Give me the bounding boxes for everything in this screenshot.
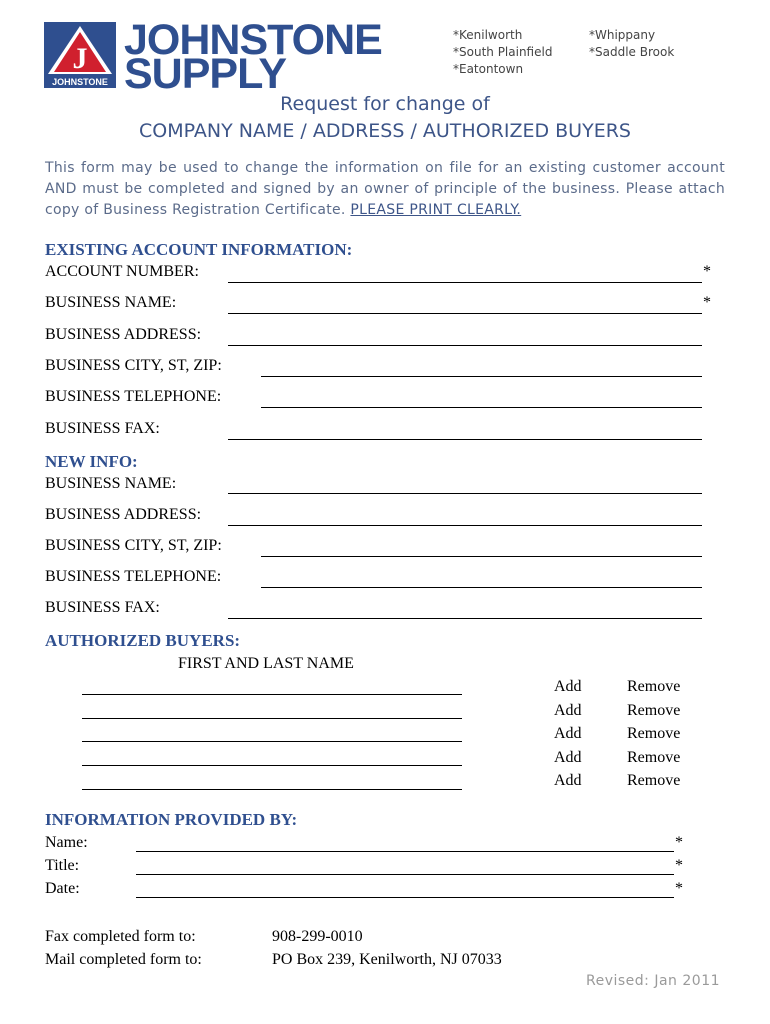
- provider-name-label: Name:: [45, 834, 88, 851]
- authorized-buyers-heading: AUTHORIZED BUYERS:: [45, 631, 241, 650]
- locations-col1: [453, 27, 552, 78]
- provider-date-label: Date:: [45, 880, 80, 897]
- remove-option[interactable]: Remove: [627, 678, 681, 695]
- print-clearly-note: PLEASE PRINT CLEARLY.: [350, 202, 522, 218]
- buyer-name-field[interactable]: [82, 741, 462, 742]
- required-marker: *: [675, 834, 683, 851]
- remove-option[interactable]: Remove: [627, 749, 681, 766]
- business-city-field[interactable]: [261, 376, 702, 377]
- provider-name-field[interactable]: [136, 851, 674, 852]
- new-business-city-label: BUSINESS CITY, ST, ZIP:: [45, 537, 222, 554]
- business-name-label: BUSINESS NAME:: [45, 294, 177, 311]
- location: *South Plainfield: [453, 45, 553, 59]
- buyer-name-field[interactable]: [82, 694, 462, 695]
- buyer-name-field[interactable]: [82, 789, 462, 790]
- business-city-label: BUSINESS CITY, ST, ZIP:: [45, 357, 222, 374]
- required-marker: *: [703, 263, 711, 280]
- required-marker: *: [703, 294, 711, 311]
- add-option[interactable]: Add: [554, 749, 582, 766]
- form-title: Request for change of: [280, 93, 490, 115]
- business-fax-label: BUSINESS FAX:: [45, 420, 160, 437]
- revision-date: Revised: Jan 2011: [586, 973, 721, 989]
- logo-text: JOHNSTONE: [52, 77, 108, 87]
- mail-label: Mail completed form to:: [45, 951, 202, 968]
- intro-text: This form may be used to change the information on file for an existing customer account AND must be completed and signed by an owner of principle of the business. Please attach copy of Business Registration Certificate.: [45, 160, 725, 218]
- fax-number: 908-299-0010: [272, 928, 363, 945]
- account-number-field[interactable]: [228, 282, 702, 283]
- fax-label: Fax completed form to:: [45, 928, 196, 945]
- required-marker: *: [675, 880, 683, 897]
- add-option[interactable]: Add: [554, 678, 582, 695]
- locations-col2: [589, 27, 674, 61]
- buyer-name-field[interactable]: [82, 718, 462, 719]
- new-business-city-field[interactable]: [261, 556, 702, 557]
- add-option[interactable]: Add: [554, 702, 582, 719]
- provider-date-field[interactable]: [136, 897, 674, 898]
- add-option[interactable]: Add: [554, 725, 582, 742]
- location: *Kenilworth: [453, 28, 523, 42]
- form-subtitle: COMPANY NAME / ADDRESS / AUTHORIZED BUYERS: [139, 120, 631, 142]
- logo-letter: J: [72, 42, 88, 75]
- brand-name-line1: JOHNSTONE: [124, 16, 382, 64]
- location: *Saddle Brook: [589, 45, 675, 59]
- provider-title-label: Title:: [45, 857, 80, 874]
- required-marker: *: [675, 857, 683, 874]
- new-business-fax-field[interactable]: [228, 618, 702, 619]
- business-telephone-label: BUSINESS TELEPHONE:: [45, 388, 222, 405]
- provided-by-heading: INFORMATION PROVIDED BY:: [45, 810, 298, 829]
- logo-mark: [44, 22, 116, 88]
- buyer-name-field[interactable]: [82, 765, 462, 766]
- buyer-name-column-header: FIRST AND LAST NAME: [178, 655, 354, 672]
- new-business-telephone-label: BUSINESS TELEPHONE:: [45, 568, 222, 585]
- remove-option[interactable]: Remove: [627, 772, 681, 789]
- mail-address: PO Box 239, Kenilworth, NJ 07033: [272, 951, 502, 968]
- business-address-label: BUSINESS ADDRESS:: [45, 326, 202, 343]
- new-business-name-label: BUSINESS NAME:: [45, 475, 177, 492]
- new-business-address-label: BUSINESS ADDRESS:: [45, 506, 202, 523]
- business-telephone-field[interactable]: [261, 407, 702, 408]
- business-name-field[interactable]: [228, 313, 702, 314]
- add-option[interactable]: Add: [554, 772, 582, 789]
- new-business-address-field[interactable]: [228, 525, 702, 526]
- new-business-fax-label: BUSINESS FAX:: [45, 599, 160, 616]
- intro-paragraph: [45, 158, 725, 221]
- location: *Eatontown: [453, 62, 524, 76]
- remove-option[interactable]: Remove: [627, 702, 681, 719]
- provider-title-field[interactable]: [136, 874, 674, 875]
- account-number-label: ACCOUNT NUMBER:: [45, 263, 199, 280]
- existing-account-heading: EXISTING ACCOUNT INFORMATION:: [45, 240, 353, 259]
- business-fax-field[interactable]: [228, 439, 702, 440]
- johnstone-logo-icon: [44, 22, 116, 88]
- new-business-name-field[interactable]: [228, 493, 702, 494]
- remove-option[interactable]: Remove: [627, 725, 681, 742]
- new-info-heading: NEW INFO:: [45, 452, 138, 471]
- brand-name-line2: SUPPLY: [124, 50, 287, 98]
- business-address-field[interactable]: [228, 345, 702, 346]
- location: *Whippany: [589, 28, 656, 42]
- new-business-telephone-field[interactable]: [261, 587, 702, 588]
